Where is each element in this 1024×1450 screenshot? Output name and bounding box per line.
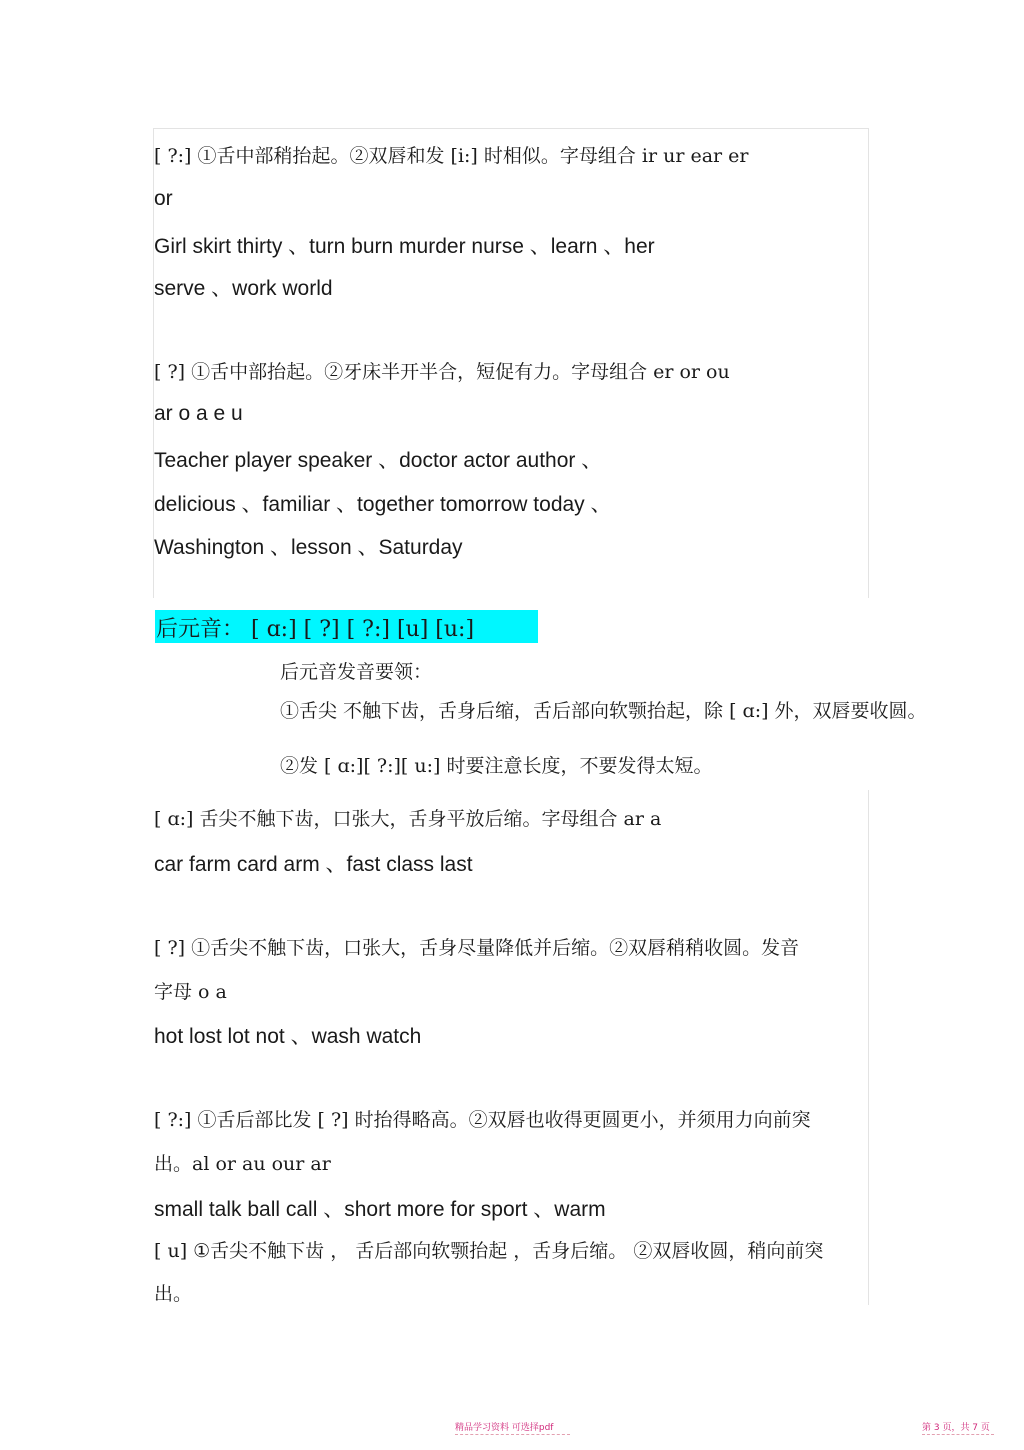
back-vowels-heading: 后元音： [ ɑ:] [ ?] [ ?:] [u] [u:]	[156, 617, 475, 642]
s2-line4: delicious 、familiar 、together tomorrow today 、	[154, 493, 612, 516]
s1-line4: serve 、work world	[154, 277, 333, 300]
intro-title: 后元音发音要领：	[280, 661, 433, 683]
footer-left-text: 精品学习资料 可选择pdf	[455, 1423, 554, 1433]
frame2-right-line	[868, 790, 869, 1305]
footer-right-dash	[922, 1434, 994, 1435]
s3-c-line2: 出。al or au our ar	[154, 1153, 331, 1175]
s3-d-line2: 出。	[154, 1283, 193, 1305]
s2-line3: Teacher player speaker 、doctor actor author 、	[154, 449, 603, 472]
s2-line1: [ ?] ①舌中部抬起。②牙床半开半合，短促有力。字母组合 er or ou	[154, 361, 730, 383]
footer-page-number: 第 3 页，共 7 页	[922, 1423, 990, 1433]
s3-b-line2: 字母 o a	[154, 981, 227, 1003]
intro-point2: ②发 [ ɑ:][ ?:][ u:] 时要注意长度，不要发得太短。	[280, 755, 713, 777]
s3-a-line1: [ ɑ:] 舌尖不触下齿，口张大，舌身平放后缩。字母组合 ar a	[154, 808, 662, 830]
frame-top-line	[153, 128, 869, 129]
s1-line2: or	[154, 187, 173, 210]
s3-d-line1: [ u] ①舌尖不触下齿 ， 舌后部向软颚抬起 ，舌身后缩。 ②双唇收圆，稍向前突	[154, 1240, 824, 1262]
frame-right-line	[868, 128, 869, 598]
s3-c-line3: small talk ball call 、short more for sport 、warm	[154, 1198, 606, 1221]
s3-b-line3: hot lost lot not 、wash watch	[154, 1025, 422, 1048]
footer-left-dash	[455, 1434, 570, 1435]
s2-line2: ar o a e u	[154, 402, 243, 425]
s1-line1: [ ?:] ①舌中部稍抬起。②双唇和发 [i:] 时相似。字母组合 ir ur ear er	[154, 145, 749, 167]
s3-c-line1: [ ?:] ①舌后部比发 [ ?] 时抬得略高。②双唇也收得更圆更小，并须用力向前突	[154, 1109, 811, 1131]
s2-line5: Washington 、lesson 、Saturday	[154, 536, 463, 559]
s3-b-line1: [ ?] ①舌尖不触下齿，口张大，舌身尽量降低并后缩。②双唇稍稍收圆。发音	[154, 937, 800, 959]
s1-line3: Girl skirt thirty 、turn burn murder nurse 、learn 、her	[154, 235, 655, 258]
s3-a-line2: car farm card arm 、fast class last	[154, 853, 473, 876]
intro-point1: ①舌尖 不触下齿，舌身后缩，舌后部向软颚抬起，除 [ ɑ:] 外，双唇要收圆。	[280, 700, 927, 722]
